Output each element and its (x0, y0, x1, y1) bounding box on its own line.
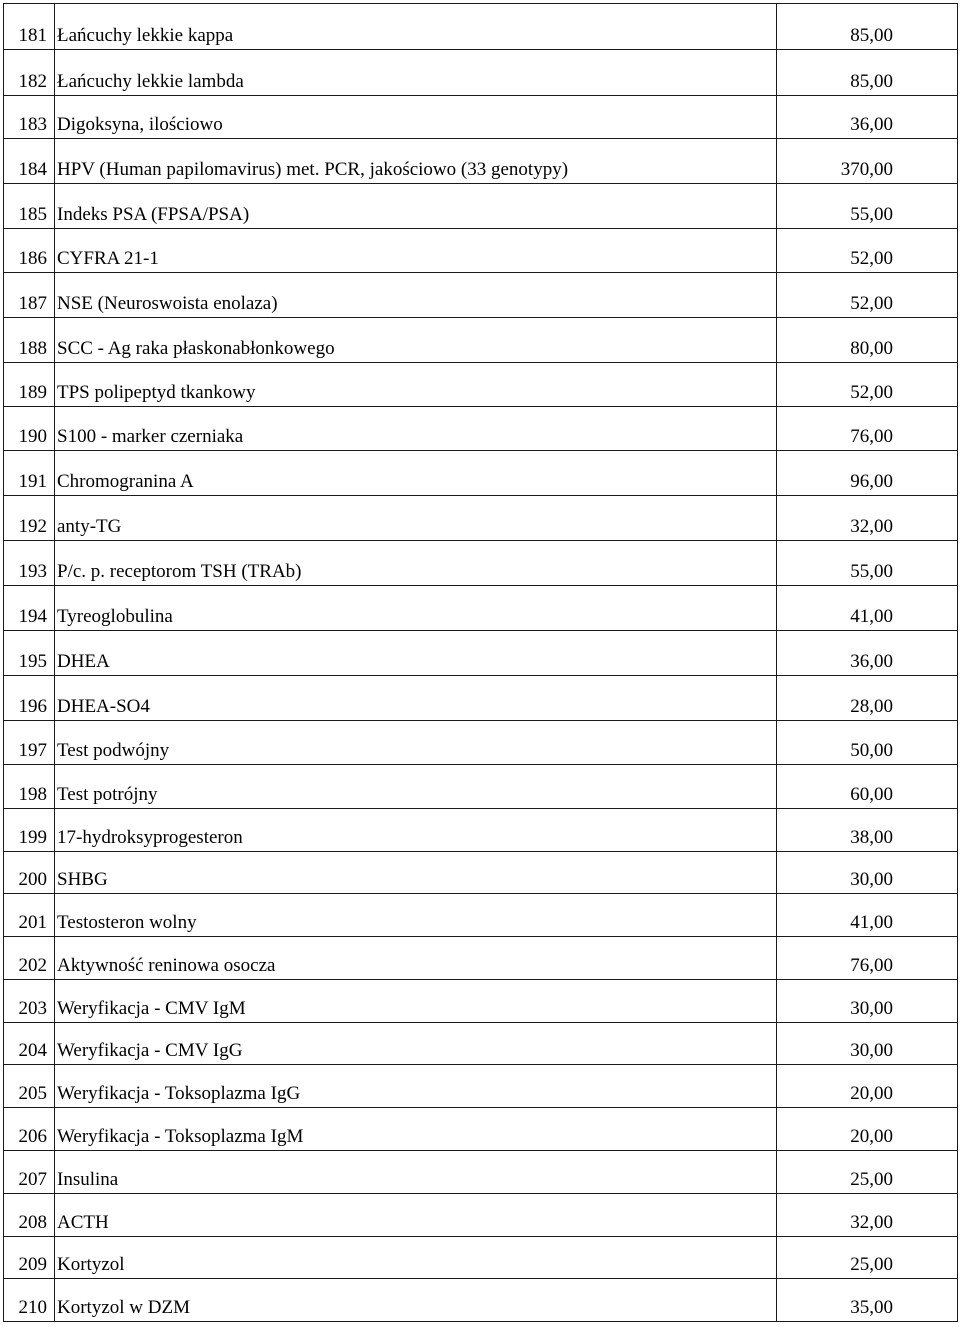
test-price-cell (777, 4, 958, 50)
row-number: 186 (18, 248, 47, 269)
row-number: 184 (18, 159, 47, 180)
test-name: Indeks PSA (FPSA/PSA) (57, 204, 250, 225)
table-row (4, 229, 958, 273)
test-price: 36,00 (850, 114, 893, 135)
row-number-cell (4, 676, 55, 721)
test-price: 85,00 (850, 71, 893, 92)
test-name-cell (55, 937, 777, 980)
table-row (4, 184, 958, 229)
test-name: Insulina (57, 1169, 119, 1190)
test-name-cell (55, 4, 777, 50)
row-number-cell (4, 1194, 55, 1237)
table-row (4, 496, 958, 541)
test-price: 25,00 (850, 1254, 893, 1275)
row-number-cell (4, 229, 55, 273)
test-name: TPS polipeptyd tkankowy (57, 382, 256, 403)
row-number: 199 (18, 827, 47, 848)
test-name: Kortyzol w DZM (57, 1297, 190, 1318)
table-row (4, 4, 958, 50)
test-name-cell (55, 1108, 777, 1151)
test-name: anty-TG (57, 516, 122, 537)
table-row (4, 50, 958, 96)
test-price: 370,00 (840, 159, 893, 180)
row-number: 181 (18, 25, 47, 46)
row-number: 206 (18, 1126, 47, 1147)
test-name: Łańcuchy lekkie kappa (57, 25, 234, 46)
test-name-cell (55, 363, 777, 407)
table-row (4, 139, 958, 184)
test-price-cell (777, 318, 958, 363)
test-price: 36,00 (850, 651, 893, 672)
test-price-cell (777, 809, 958, 852)
row-number: 194 (18, 606, 47, 627)
row-number-cell (4, 1023, 55, 1065)
test-price: 30,00 (850, 869, 893, 890)
table-row (4, 1108, 958, 1151)
row-number-cell (4, 586, 55, 631)
row-number-cell (4, 894, 55, 937)
test-price: 52,00 (850, 382, 893, 403)
table-row (4, 273, 958, 318)
row-number: 191 (18, 471, 47, 492)
test-price-cell (777, 852, 958, 894)
test-name-cell (55, 318, 777, 363)
test-price-cell (777, 586, 958, 631)
test-name-cell (55, 1023, 777, 1065)
test-price-cell (777, 937, 958, 980)
test-price-cell (777, 451, 958, 496)
table-row (4, 1023, 958, 1065)
row-number-cell (4, 4, 55, 50)
test-name: 17-hydroksyprogesteron (57, 827, 243, 848)
table-row (4, 363, 958, 407)
test-name: Weryfikacja - CMV IgM (57, 998, 246, 1019)
test-price: 30,00 (850, 1040, 893, 1061)
table-row (4, 980, 958, 1023)
row-number: 207 (18, 1169, 47, 1190)
table-row (4, 852, 958, 894)
test-price: 41,00 (850, 606, 893, 627)
table-row (4, 631, 958, 676)
row-number-cell (4, 184, 55, 229)
test-price: 52,00 (850, 248, 893, 269)
test-name-cell (55, 96, 777, 139)
row-number: 201 (18, 912, 47, 933)
test-name-cell (55, 721, 777, 765)
table-row (4, 1279, 958, 1322)
test-price: 50,00 (850, 740, 893, 761)
test-price: 41,00 (850, 912, 893, 933)
test-name: CYFRA 21-1 (57, 248, 159, 269)
row-number: 185 (18, 204, 47, 225)
test-name: Weryfikacja - CMV IgG (57, 1040, 243, 1061)
test-price: 80,00 (850, 338, 893, 359)
test-price-cell (777, 363, 958, 407)
test-name: HPV (Human papilomavirus) met. PCR, jakościowo (33 genotypy) (57, 159, 569, 180)
test-price-cell (777, 1237, 958, 1279)
test-price: 35,00 (850, 1297, 893, 1318)
test-name-cell (55, 541, 777, 586)
test-price: 25,00 (850, 1169, 893, 1190)
test-price-cell (777, 1065, 958, 1108)
test-name: S100 - marker czerniaka (57, 426, 244, 447)
row-number-cell (4, 980, 55, 1023)
test-name-cell (55, 1194, 777, 1237)
row-number: 204 (18, 1040, 47, 1061)
test-name-cell (55, 451, 777, 496)
test-price: 32,00 (850, 516, 893, 537)
row-number: 205 (18, 1083, 47, 1104)
test-price-cell (777, 229, 958, 273)
test-price: 30,00 (850, 998, 893, 1019)
test-price: 38,00 (850, 827, 893, 848)
test-name: Chromogranina A (57, 471, 194, 492)
row-number-cell (4, 139, 55, 184)
row-number-cell (4, 363, 55, 407)
test-price: 55,00 (850, 561, 893, 582)
test-name: P/c. p. receptorom TSH (TRAb) (57, 561, 302, 582)
table-row (4, 407, 958, 451)
row-number-cell (4, 631, 55, 676)
test-price-cell (777, 980, 958, 1023)
test-name-cell (55, 184, 777, 229)
price-list-body (4, 4, 958, 1322)
table-row (4, 894, 958, 937)
table-row (4, 937, 958, 980)
test-price: 20,00 (850, 1126, 893, 1147)
test-price-cell (777, 765, 958, 809)
table-row (4, 451, 958, 496)
test-name-cell (55, 407, 777, 451)
test-price-cell (777, 50, 958, 96)
row-number: 208 (18, 1212, 47, 1233)
row-number-cell (4, 407, 55, 451)
table-row (4, 1237, 958, 1279)
test-name-cell (55, 809, 777, 852)
test-price-cell (777, 631, 958, 676)
row-number-cell (4, 1065, 55, 1108)
test-name: Weryfikacja - Toksoplazma IgM (57, 1126, 304, 1147)
row-number: 183 (18, 114, 47, 135)
test-name-cell (55, 1237, 777, 1279)
table-row (4, 541, 958, 586)
row-number-cell (4, 809, 55, 852)
test-name-cell (55, 1279, 777, 1322)
test-price-cell (777, 407, 958, 451)
row-number: 193 (18, 561, 47, 582)
test-name-cell (55, 229, 777, 273)
test-name-cell (55, 139, 777, 184)
row-number: 196 (18, 696, 47, 717)
test-name: SCC - Ag raka płaskonabłonkowego (57, 338, 335, 359)
test-price: 76,00 (850, 426, 893, 447)
test-name: ACTH (57, 1212, 109, 1233)
row-number-cell (4, 96, 55, 139)
test-name: Weryfikacja - Toksoplazma IgG (57, 1083, 301, 1104)
test-name: Kortyzol (57, 1254, 125, 1275)
test-name: Tyreoglobulina (57, 606, 173, 627)
test-name-cell (55, 980, 777, 1023)
row-number: 198 (18, 784, 47, 805)
row-number-cell (4, 50, 55, 96)
row-number: 187 (18, 293, 47, 314)
row-number-cell (4, 765, 55, 809)
row-number-cell (4, 937, 55, 980)
test-name-cell (55, 765, 777, 809)
row-number-cell (4, 273, 55, 318)
test-price-cell (777, 139, 958, 184)
row-number: 203 (18, 998, 47, 1019)
table-row (4, 676, 958, 721)
test-price-cell (777, 721, 958, 765)
test-price: 32,00 (850, 1212, 893, 1233)
row-number: 195 (18, 651, 47, 672)
table-row (4, 721, 958, 765)
test-price: 28,00 (850, 696, 893, 717)
test-price: 52,00 (850, 293, 893, 314)
test-price: 55,00 (850, 204, 893, 225)
row-number: 210 (18, 1297, 47, 1318)
table-row (4, 765, 958, 809)
row-number-cell (4, 1279, 55, 1322)
row-number: 200 (18, 869, 47, 890)
test-name-cell (55, 676, 777, 721)
test-name: Testosteron wolny (57, 912, 197, 933)
test-name: Aktywność reninowa osocza (57, 955, 276, 976)
row-number: 189 (18, 382, 47, 403)
table-row (4, 809, 958, 852)
row-number-cell (4, 496, 55, 541)
row-number: 192 (18, 516, 47, 537)
test-price: 96,00 (850, 471, 893, 492)
test-name-cell (55, 586, 777, 631)
test-name-cell (55, 496, 777, 541)
test-name-cell (55, 852, 777, 894)
table-row (4, 96, 958, 139)
test-name-cell (55, 631, 777, 676)
row-number-cell (4, 1108, 55, 1151)
test-price-cell (777, 184, 958, 229)
table-row (4, 586, 958, 631)
row-number: 202 (18, 955, 47, 976)
test-price: 76,00 (850, 955, 893, 976)
test-price-cell (777, 676, 958, 721)
test-price-cell (777, 1023, 958, 1065)
row-number: 197 (18, 740, 47, 761)
row-number-cell (4, 721, 55, 765)
table-row (4, 1065, 958, 1108)
test-price-cell (777, 96, 958, 139)
row-number-cell (4, 451, 55, 496)
test-price: 20,00 (850, 1083, 893, 1104)
row-number-cell (4, 1151, 55, 1194)
test-name: DHEA (57, 651, 110, 672)
row-number-cell (4, 318, 55, 363)
test-name-cell (55, 273, 777, 318)
test-name-cell (55, 50, 777, 96)
test-name: NSE (Neuroswoista enolaza) (57, 293, 278, 314)
row-number: 182 (18, 71, 47, 92)
test-price: 60,00 (850, 784, 893, 805)
row-number: 209 (18, 1254, 47, 1275)
test-name: Łańcuchy lekkie lambda (57, 71, 244, 92)
table-row (4, 318, 958, 363)
test-name-cell (55, 894, 777, 937)
test-price-cell (777, 1108, 958, 1151)
test-price-cell (777, 496, 958, 541)
test-price-cell (777, 541, 958, 586)
test-price-cell (777, 894, 958, 937)
test-price: 85,00 (850, 25, 893, 46)
row-number: 190 (18, 426, 47, 447)
row-number-cell (4, 541, 55, 586)
test-name: SHBG (57, 869, 108, 890)
table-row (4, 1194, 958, 1237)
test-price-cell (777, 1279, 958, 1322)
test-name: DHEA-SO4 (57, 696, 150, 717)
price-list-table (3, 3, 958, 1322)
test-name: Digoksyna, ilościowo (57, 114, 223, 135)
test-price-cell (777, 273, 958, 318)
test-name: Test podwójny (57, 740, 170, 761)
test-price-cell (777, 1194, 958, 1237)
test-name-cell (55, 1151, 777, 1194)
row-number-cell (4, 1237, 55, 1279)
table-row (4, 1151, 958, 1194)
test-name-cell (55, 1065, 777, 1108)
row-number: 188 (18, 338, 47, 359)
row-number-cell (4, 852, 55, 894)
test-name: Test potrójny (57, 784, 158, 805)
test-price-cell (777, 1151, 958, 1194)
